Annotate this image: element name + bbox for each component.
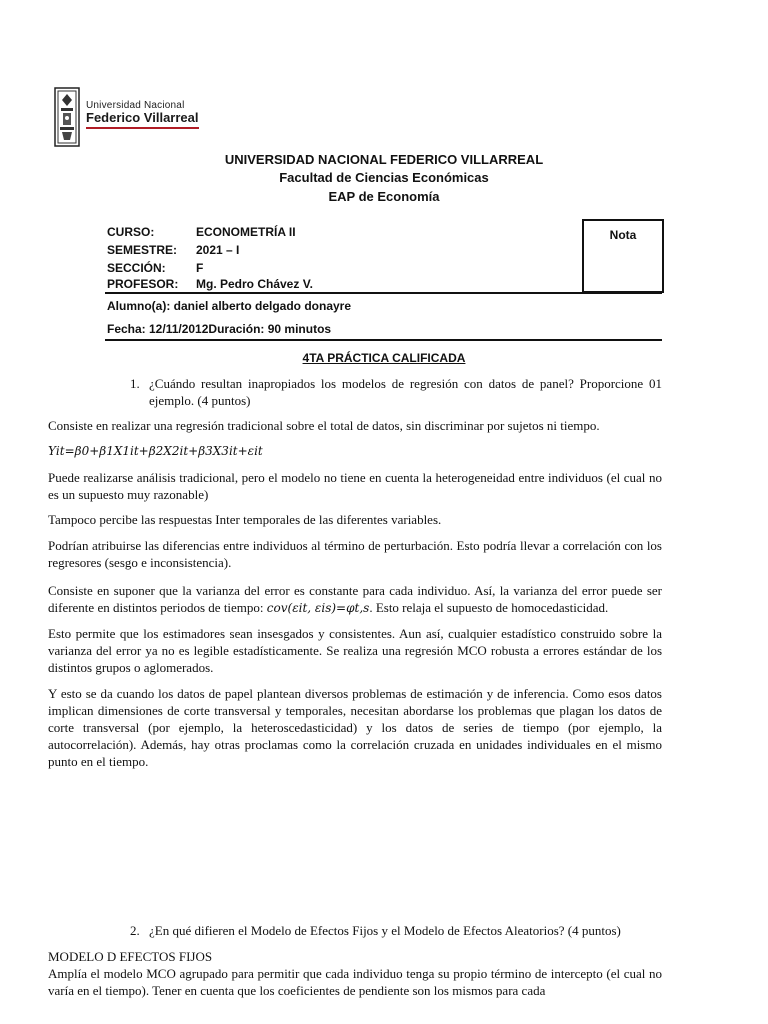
- question-2: [130, 922, 662, 942]
- curso-value: ECONOMETRÍA II: [196, 225, 296, 239]
- date-duration: Fecha: 12/11/2012Duración: 90 minutos: [107, 322, 332, 336]
- answer-paragraph: Y esto se da cuando los datos de papel plantean diversos problemas de estimación y de inferencia. Como esos datos implican dimensiones de corte transversal y temporales, necesitan abordarse los problemas que plagan los datos de corte transversal (por ejemplo, la heteroscedasticidad) y los datos de series de tiempo (por ejemplo, la autocorrelación). Además, hay otras proclamas como la correlación cruzada en unidades individuales en el mismo punto en el tiempo.: [48, 686, 662, 769]
- question-text: ¿Cuándo resultan inapropiados los modelos de regresión con datos de panel? Proporcione 01 ejemplo. (4 puntos): [149, 376, 662, 408]
- seccion-label: SECCIÓN:: [107, 261, 166, 275]
- profesor-label: PROFESOR:: [107, 277, 179, 291]
- grade-box: [582, 219, 664, 293]
- regression-formula: 𝑌𝑖𝑡=𝛽0+𝛽1𝑋1𝑖𝑡+𝛽2𝑋2𝑖𝑡+𝛽3𝑋3𝑖𝑡+𝜀𝑖𝑡: [48, 444, 263, 458]
- curso-label: CURSO:: [107, 225, 155, 239]
- practice-title: 4TA PRÁCTICA CALIFICADA: [302, 351, 466, 365]
- student-name: Alumno(a): daniel alberto delgado donayre: [107, 299, 352, 313]
- section-heading: MODELO D EFECTOS FIJOS: [48, 949, 213, 964]
- answer-paragraph: [48, 582, 662, 617]
- question-text: ¿En qué difieren el Modelo de Efectos Fijos y el Modelo de Efectos Aleatorios? (4 puntos): [149, 923, 621, 938]
- divider-bottom: [105, 339, 662, 341]
- question-1: [130, 375, 662, 411]
- semestre-value: 2021 – I: [196, 243, 240, 257]
- answer-paragraph: Consiste en realizar una regresión tradicional sobre el total de datos, sin discriminar por sujetos ni tiempo.: [48, 418, 600, 433]
- school-title: EAP de Economía: [328, 189, 440, 204]
- answer-paragraph: Esto permite que los estimadores sean insesgados y consistentes. Aun así, cualquier estadístico construido sobre la varianza del error ya no es legible estadísticamente. Se realiza una regresión MCO robusta a errores estándar de los distintos grupos o aglomerados.: [48, 626, 662, 675]
- semestre-label: SEMESTRE:: [107, 243, 178, 257]
- seccion-value: F: [196, 261, 204, 275]
- answer-paragraph: Puede realizarse análisis tradicional, pero el modelo no tiene en cuenta la heterogeneidad entre individuos (el cual no es un supuesto muy razonable): [48, 470, 662, 502]
- university-logo: [54, 87, 204, 147]
- answer-paragraph: Podrían atribuirse las diferencias entre individuos al término de perturbación. Esto podría llevar a correlación con los regresores (sesgo e inconsistencia).: [48, 538, 662, 570]
- profesor-value: Mg. Pedro Chávez V.: [196, 277, 313, 291]
- logo-line-2: Federico Villarreal: [86, 110, 199, 125]
- grade-label: Nota: [609, 228, 637, 242]
- university-title: UNIVERSIDAD NACIONAL FEDERICO VILLARREAL: [224, 152, 544, 167]
- paragraph-text: . Esto relaja el supuesto de homocedasticidad.: [369, 600, 609, 615]
- divider-top: [105, 292, 662, 294]
- covariance-formula: 𝑐𝑜𝑣(𝜀𝑖𝑡, 𝜀𝑖𝑠)=𝜑𝑡,𝑠: [266, 601, 370, 615]
- question-number: 2.: [130, 923, 140, 938]
- answer-paragraph: Amplía el modelo MCO agrupado para permitir que cada individuo tenga su propio término de intercepto (el cual no varía en el tiempo). Tener en cuenta que los coeficientes de pendiente son los mismos para cada: [48, 966, 662, 998]
- question-number: 1.: [130, 376, 140, 391]
- university-seal-icon: [54, 87, 80, 147]
- paragraph-text: Consiste en suponer que la varianza del error es constante para cada individuo. Así, la varianza del error puede ser diferente en distintos periodos de tiempo:: [48, 583, 662, 615]
- faculty-title: Facultad de Ciencias Económicas: [279, 170, 489, 185]
- logo-line-1: Universidad Nacional: [86, 100, 185, 111]
- logo-accent-bar: [86, 127, 199, 129]
- answer-paragraph: Tampoco percibe las respuestas Inter temporales de las diferentes variables.: [48, 512, 442, 527]
